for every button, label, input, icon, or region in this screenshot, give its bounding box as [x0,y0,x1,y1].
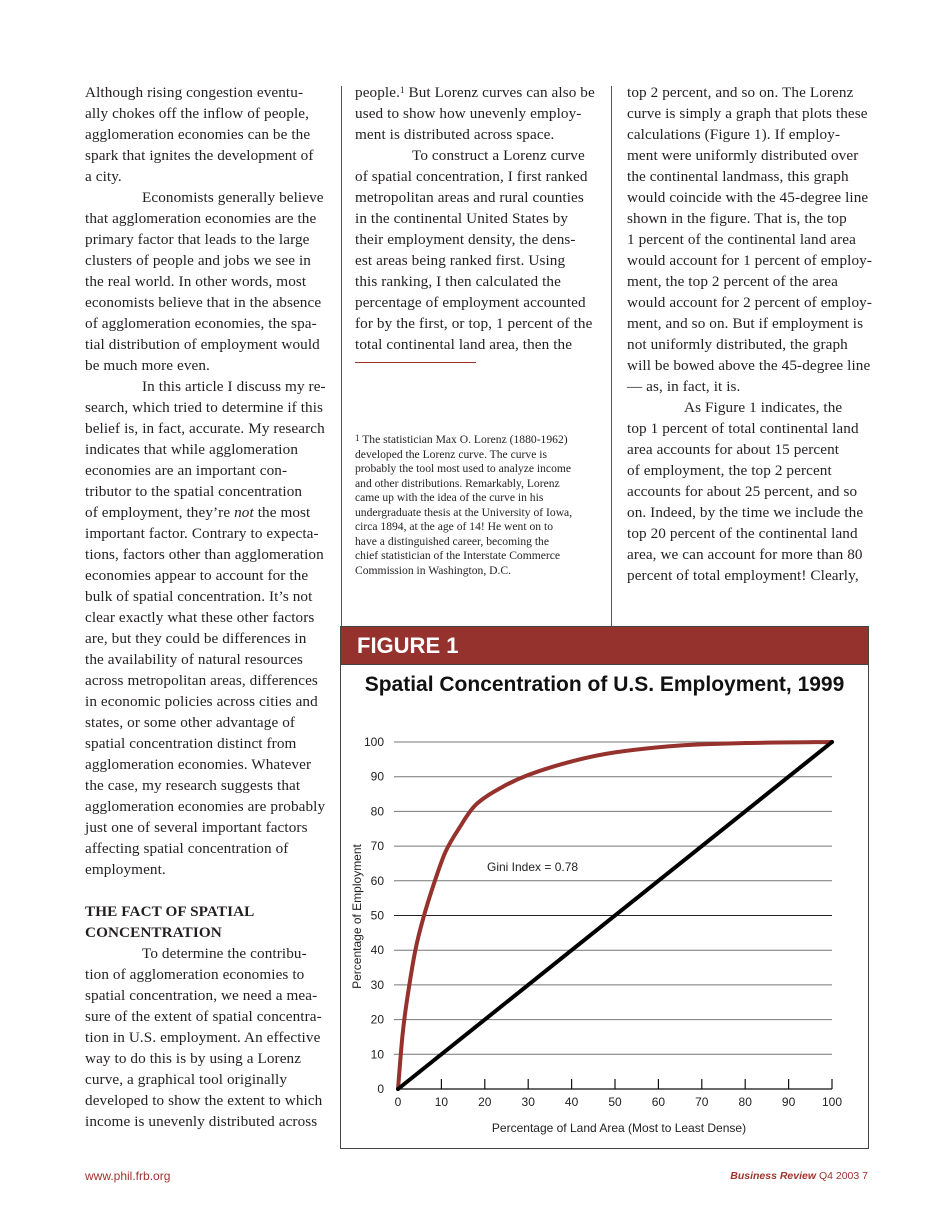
text-line: be much more even. [85,357,210,374]
x-tick-label: 60 [651,1095,666,1109]
x-tick-label: 20 [478,1095,492,1109]
text-line: will be bowed above the 45-degree line [627,357,871,374]
text-line: percentage of employment accounted [355,294,586,311]
text-line: employment. [85,861,166,878]
text-line: To determine the contribu- [142,945,307,962]
text-line: tributor to the spatial concentration [85,483,303,500]
text-line: the continental landmass, this graph [627,168,849,185]
text-line: would account for 2 percent of employ- [627,294,873,311]
text-line: shown in the figure. That is, the top [627,210,847,227]
footnote-marker: 1 [399,85,405,95]
text-line: top 20 percent of the continental land [627,525,858,542]
text-line: probably the tool most used to analyze income [355,462,572,475]
footer-url[interactable]: www.phil.frb.org [85,1169,171,1183]
text-line [355,433,568,448]
text-line: tial distribution of employment would [85,336,320,353]
text-line: area accounts for about 15 percent [627,441,840,458]
text-line [355,82,595,103]
text-line: the case, my research suggests that [85,777,301,794]
text-line: states, or some other advantage of [85,714,296,731]
text-line: would coincide with the 45-degree line [627,189,869,206]
text-line: — as, in fact, it is. [627,378,741,395]
text-segment: people. [355,84,400,101]
text-line: way to do this is by using a Lorenz [85,1050,302,1067]
text-line: developed the Lorenz curve. The curve is [355,447,547,461]
text-line: ment is distributed across space. [355,126,555,143]
column-divider [341,86,342,626]
y-tick-label: 50 [370,908,384,923]
text-line: affecting spatial concentration of [85,840,289,857]
text-line: their employment density, the dens- [355,231,576,248]
y-tick-label: 0 [377,1082,384,1096]
section-heading: THE FACT OF SPATIAL [85,903,255,920]
text-line: income is unevenly distributed across [85,1113,318,1130]
text-segment: of employment, they’re [85,504,235,521]
y-tick-label: 70 [370,839,384,854]
text-line: circa 1894, at the age of 14! He went on to [355,520,553,533]
text-line: As Figure 1 indicates, the [684,399,843,416]
text-line: area, we can account for more than 80 [627,546,863,563]
text-line: total continental land area, then the [355,336,573,353]
text-line: undergraduate thesis at the University of Iowa, [355,505,573,519]
text-line: indicates that while agglomeration [85,441,299,458]
text-line: economies appear to account for the [85,567,309,584]
y-tick-label: 20 [370,1012,384,1027]
y-tick-label: 60 [370,873,384,888]
text-line: important factor. Contrary to expecta- [85,525,319,542]
text-line: agglomeration economies can be the [85,126,311,143]
text-line: of spatial concentration, I first ranked [355,168,588,185]
text-line: of employment, the top 2 percent [627,462,832,479]
text-line: ally chokes off the inflow of people, [85,105,309,122]
x-tick-label: 90 [781,1095,796,1109]
y-tick-label: 90 [370,769,384,784]
text-line: clear exactly what these other factors [85,609,315,626]
text-line: 1 percent of the continental land area [627,231,856,248]
footnote-rule [355,362,476,363]
issue-page: Q4 2003 7 [818,1170,868,1182]
text-line: and other distributions. Remarkably, Lorenz [355,476,560,490]
x-tick-label: 10 [434,1095,449,1109]
emphasis: not [234,504,254,521]
text-line: this ranking, I then calculated the [355,273,561,290]
figure-label: FIGURE 1 [357,633,459,658]
text-line: est areas being ranked first. Using [355,252,566,269]
text-line: Economists generally believe [142,189,324,206]
text-line: not uniformly distributed, the graph [627,336,848,353]
text-line: top 2 percent, and so on. The Lorenz [627,84,854,101]
y-axis-title: Percentage of Employment [350,844,364,989]
text-segment: But Lorenz curves can also be [404,84,595,101]
text-line: spatial concentration distinct from [85,735,297,752]
text-line: that agglomeration economies are the [85,210,317,227]
text-line: In this article I discuss my re- [142,378,326,395]
text-line: search, which tried to determine if this [85,399,324,416]
text-line: top 1 percent of total continental land [627,420,859,437]
text-line: calculations (Figure 1). If employ- [627,126,841,143]
text-line: on. Indeed, by the time we include the [627,504,864,521]
text-line: tion in U.S. employment. An effective [85,1029,321,1046]
text-line: in the continental United States by [355,210,569,227]
text-line: chief statistician of the Interstate Commerce [355,549,561,562]
text-segment: the most [253,504,311,521]
footer-publication [730,1170,868,1182]
text-line: of agglomeration economies, the spa- [85,315,317,332]
text-line: curve, a graphical tool originally [85,1071,288,1088]
text-line: belief is, in fact, accurate. My research [85,420,325,437]
text-line: tion of agglomeration economies to [85,966,305,983]
text-line: in economic policies across cities and [85,693,318,710]
y-tick-label: 30 [370,977,384,992]
chart-title: Spatial Concentration of U.S. Employment, 1999 [364,673,845,696]
text-line: Commission in Washington, D.C. [355,563,512,577]
text-line: spatial concentration, we need a mea- [85,987,318,1004]
x-tick-label: 100 [821,1095,843,1109]
text-segment: The statistician Max O. Lorenz (1880-1962) [359,433,568,446]
text-line: primary factor that leads to the large [85,231,310,248]
text-line: the real world. In other words, most [85,273,307,290]
lorenz-chart [341,627,868,1148]
text-line: sure of the extent of spatial concentra- [85,1008,322,1025]
text-line: To construct a Lorenz curve [412,147,585,164]
text-line: just one of several important factors [85,819,308,836]
text-line: tions, factors other than agglomeration [85,546,324,563]
y-tick-label: 40 [370,943,384,958]
figure-1 [340,626,869,1149]
x-tick-label: 0 [394,1095,402,1109]
text-line: agglomeration economies are probably [85,798,326,815]
text-line: bulk of spatial concentration. It’s not [85,588,313,605]
y-tick-label: 80 [370,804,384,819]
text-line: economists believe that in the absence [85,294,322,311]
text-line: percent of total employment! Clearly, [627,567,859,584]
text-line: the availability of natural resources [85,651,303,668]
publication-name: Business Review [730,1170,817,1182]
x-tick-label: 50 [608,1095,622,1109]
text-line [85,502,310,523]
gini-annotation: Gini Index = 0.78 [487,860,579,874]
text-line: are, but they could be differences in [85,630,307,647]
y-tick-label: 100 [363,735,384,749]
footnote-marker: 1 [355,433,360,443]
text-line: agglomeration economies. Whatever [85,756,312,773]
text-line: ment, and so on. But if employment is [627,315,864,332]
x-tick-label: 40 [564,1095,579,1109]
text-line: used to show how unevenly employ- [355,105,582,122]
text-line: across metropolitan areas, differences [85,672,318,689]
x-tick-label: 30 [521,1095,535,1109]
text-line: economies are an important con- [85,462,288,479]
text-line: came up with the idea of the curve in his [355,491,544,504]
text-line: developed to show the extent to which [85,1092,323,1109]
column-divider [611,86,612,626]
text-line: spark that ignites the development of [85,147,314,164]
section-heading: CONCENTRATION [85,924,222,941]
text-line: a city. [85,168,122,185]
text-line: ment were uniformly distributed over [627,147,859,164]
x-tick-label: 80 [738,1095,752,1109]
text-line: curve is simply a graph that plots these [627,105,868,122]
y-tick-label: 10 [370,1047,384,1062]
text-line: ment, the top 2 percent of the area [627,273,838,290]
text-line: have a distinguished career, becoming the [355,534,549,548]
text-line: metropolitan areas and rural counties [355,189,584,206]
text-line: accounts for about 25 percent, and so [627,483,858,500]
x-axis-title: Percentage of Land Area (Most to Least Dense) [491,1121,747,1135]
text-line: would account for 1 percent of employ- [627,252,873,269]
text-line: for by the first, or top, 1 percent of the [355,315,593,332]
x-tick-label: 70 [695,1095,709,1109]
text-line: clusters of people and jobs we see in [85,252,311,269]
text-line: Although rising congestion eventu- [85,84,304,101]
